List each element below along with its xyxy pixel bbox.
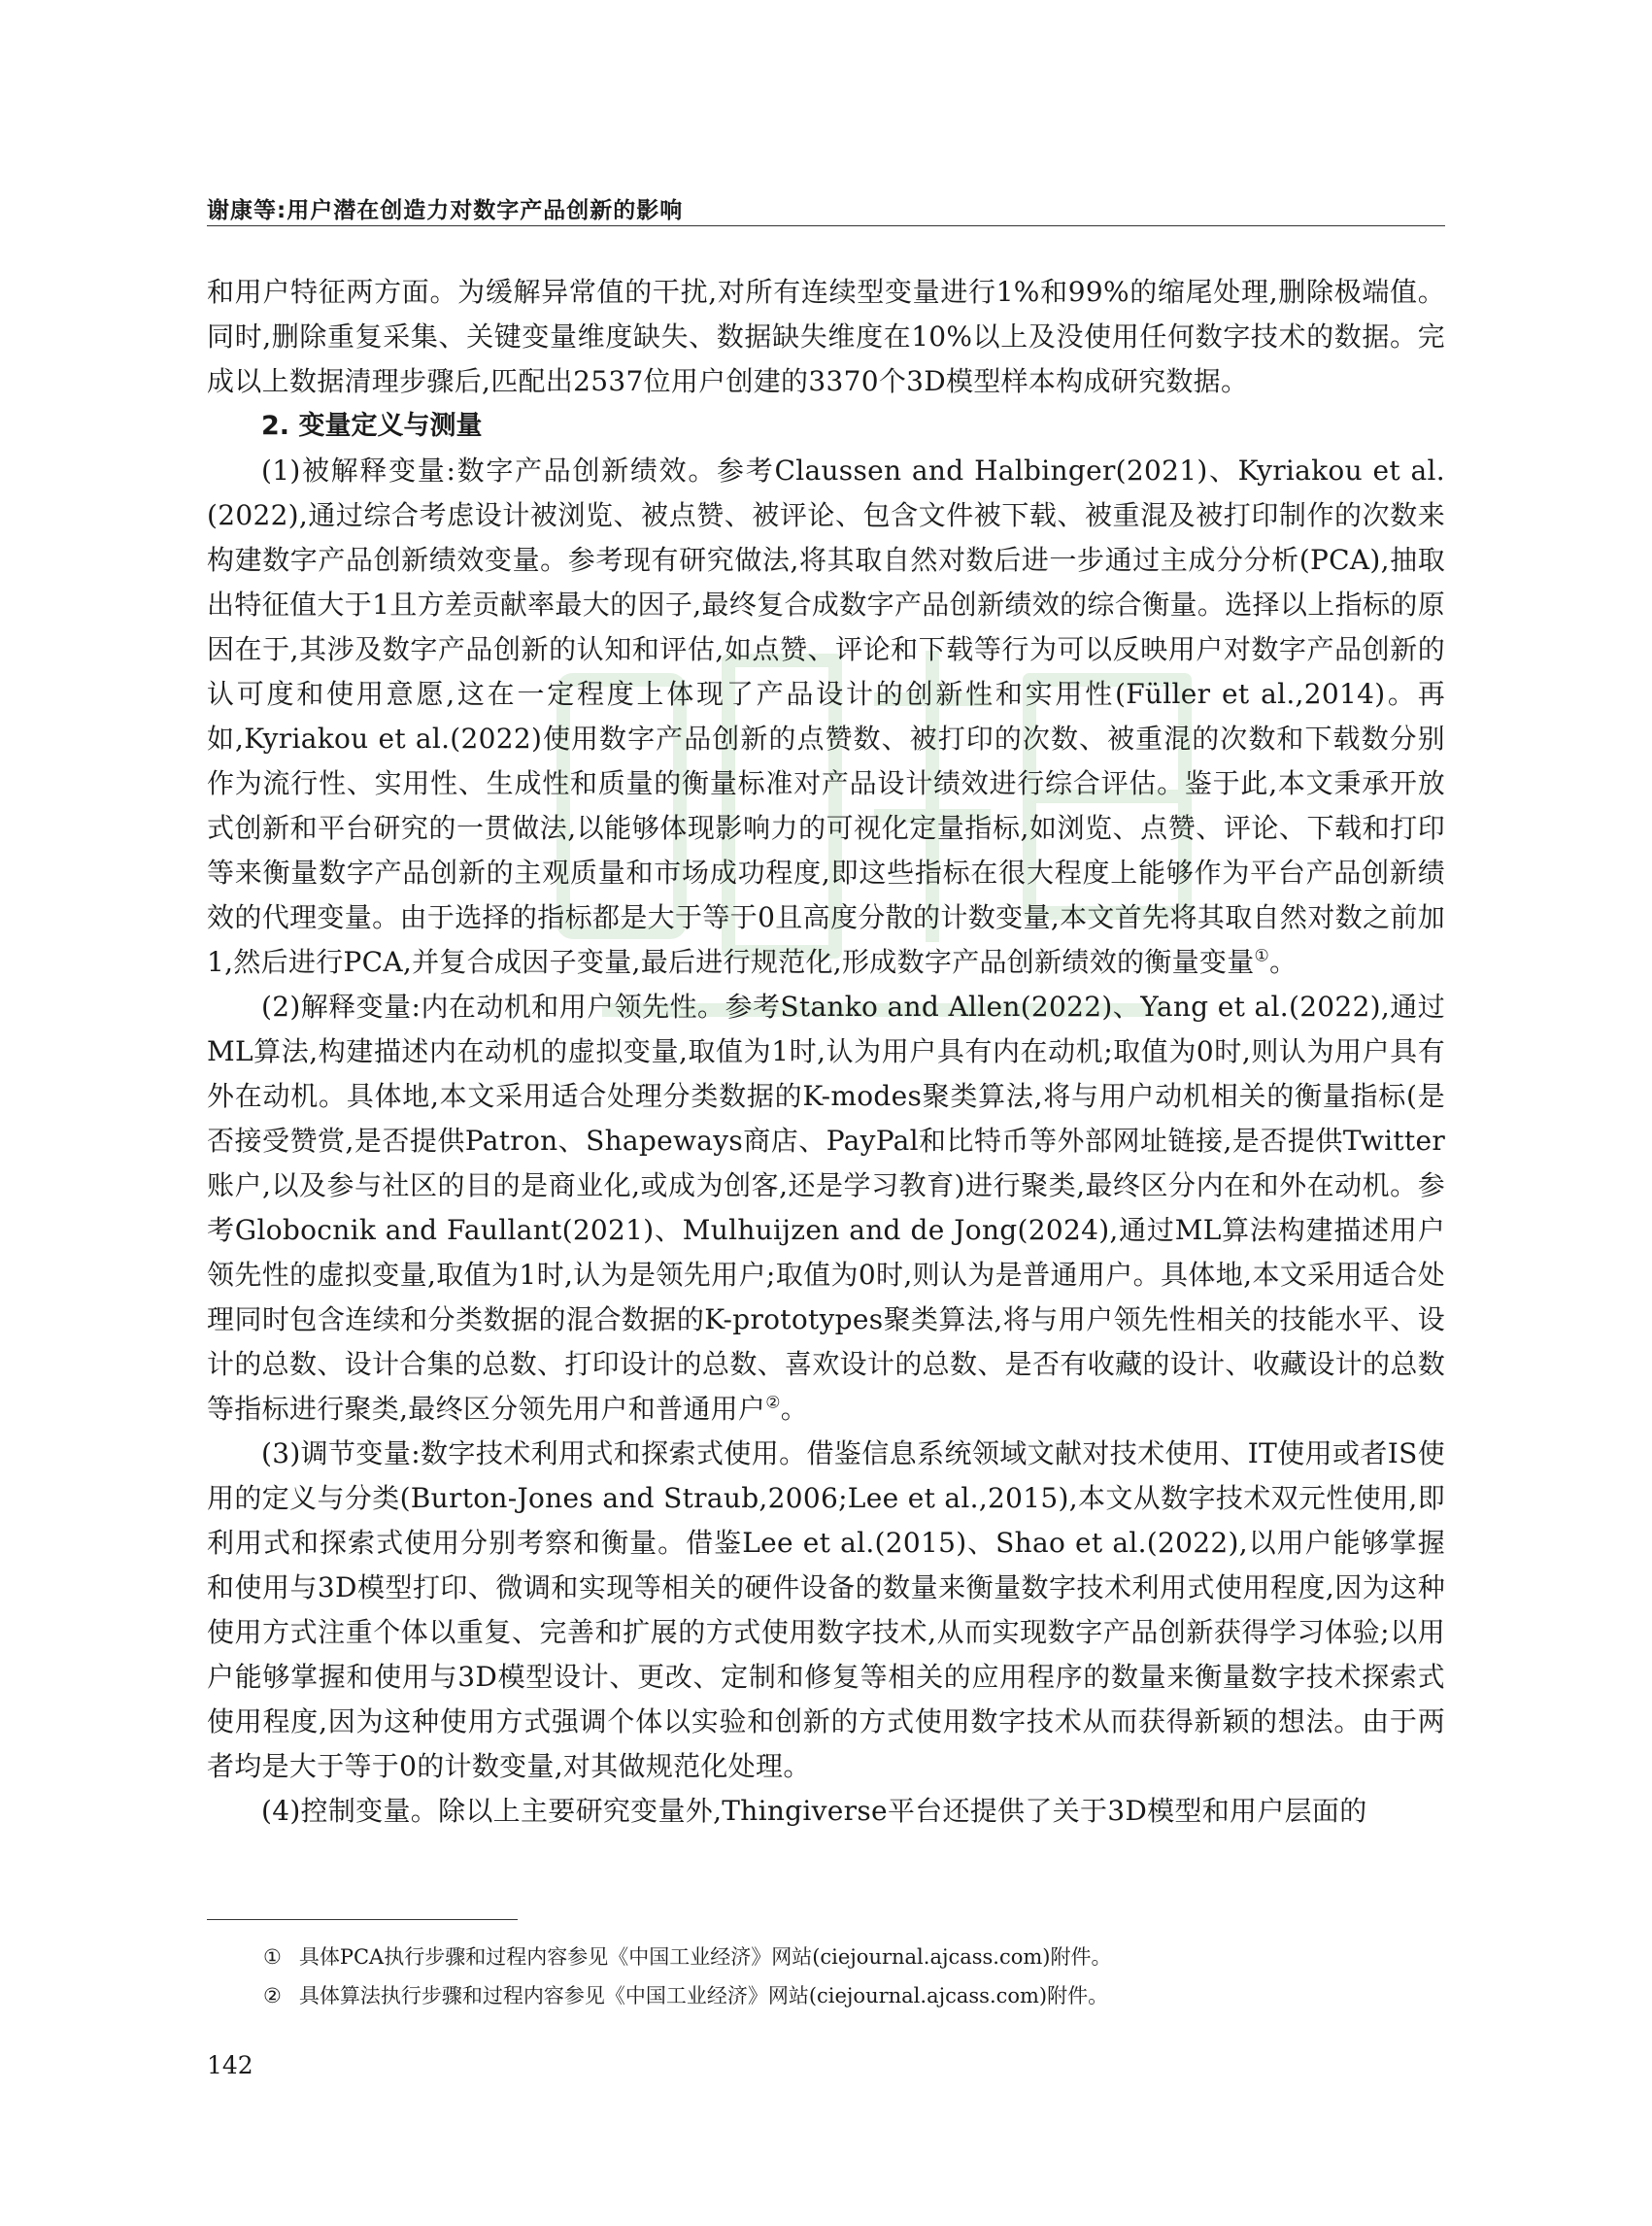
footnote-item bbox=[207, 1976, 1445, 2015]
footnote-ref[interactable]: ② bbox=[765, 1393, 781, 1413]
paragraph-end: 。 bbox=[780, 1393, 809, 1425]
paragraph-text: (2)解释变量:内在动机和用户领先性。参考Stanko and Allen(2022)、Yang et al.(2022),通过ML算法,构建描述内在动机的虚拟变量,取值为1时,认为用户具有内在动机;取值为0时,则认为用户具有外在动机。具体地,本文采用适合处理分类数据的K-modes聚类算法,将与用户动机相关的衡量指标(是否接受赞赏,是否提供Patron、Shapeways商店、PayPal和比特币等外部网址链接,是否提供Twitter账户,以及参与社区的目的是商业化,或成为创客,还是学习教育)进行聚类,最终区分内在和外在动机。参考Globocnik and Faullant(2021)、Mulhuijzen and de Jong(2024),通过ML算法构建描述用户领先性的虚拟变量,取值为1时,认为是领先用户;取值为0时,则认为是普通用户。具体地,本文采用适合处理同时包含连续和分类数据的混合数据的K-prototypes聚类算法,将与用户领先性相关的技能水平、设计的总数、设计合集的总数、打印设计的总数、喜欢设计的总数、是否有收藏的设计、收藏设计的总数等指标进行聚类,最终区分领先用户和普通用户 bbox=[207, 991, 1445, 1425]
paragraph-control-variables: (4)控制变量。除以上主要研究变量外,Thingiverse平台还提供了关于3D模型和用户层面的 bbox=[261, 1795, 1367, 1827]
paragraph-moderating-variables: (3)调节变量:数字技术利用式和探索式使用。借鉴信息系统领域文献对技术使用、IT使用或者IS使用的定义与分类(Burton-Jones and Straub,2006;Lee et al.,2015),本文从数字技术双元性使用,即利用式和探索式使用分别考察和衡量。借鉴Lee et al.(2015)、Shao et al.(2022),以用户能够掌握和使用与3D模型打印、微调和实现等相关的硬件设备的数量来衡量数字技术利用式使用程度,因为这种使用方式注重个体以重复、完善和扩展的方式使用数字技术,从而实现数字产品创新获得学习体验;以用户能够掌握和使用与3D模型设计、更改、定制和修复等相关的应用程序的数量来衡量数字技术探索式使用程度,因为这种使用方式强调个体以实验和创新的方式使用数字技术从而获得新颖的想法。由于两者均是大于等于0的计数变量,对其做规范化处理。 bbox=[207, 1437, 1445, 1782]
paragraph-text: (1)被解释变量:数字产品创新绩效。参考Claussen and Halbinger(2021)、Kyriakou et al.(2022),通过综合考虑设计被浏览、被点赞、被评论、包含文件被下载、被重混及被打印制作的次数来构建数字产品创新绩效变量。参考现有研究做法,将其取自然对数后进一步通过主成分分析(PCA),抽取出特征值大于1且方差贡献率最大的因子,最终复合成数字产品创新绩效的综合衡量。选择以上指标的原因在于,其涉及数字产品创新的认知和评估,如点赞、评论和下载等行为可以反映用户对数字产品创新的认可度和使用意愿,这在一定程度上体现了产品设计的创新性和实用性(Füller et al.,2014)。再如,Kyriakou et al.(2022)使用数字产品创新的点赞数、被打印的次数、被重混的次数和下载数分别作为流行性、实用性、生成性和质量的衡量标准对产品设计绩效进行综合评估。鉴于此,本文秉承开放式创新和平台研究的一贯做法,以能够体现影响力的可视化定量指标,如浏览、点赞、评论、下载和打印等来衡量数字产品创新的主观质量和市场成功程度,即这些指标在很大程度上能够作为平台产品创新绩效的代理变量。由于选择的指标都是大于等于0且高度分散的计数变量,本文首先将其取自然对数之前加1,然后进行PCA,并复合成因子变量,最后进行规范化,形成数字产品创新绩效的衡量变量 bbox=[207, 455, 1445, 978]
footnote-ref[interactable]: ① bbox=[1254, 946, 1270, 966]
footnote-marker: ② bbox=[263, 1984, 282, 2007]
section-heading: 2. 变量定义与测量 bbox=[261, 411, 483, 441]
page-number: 142 bbox=[207, 2051, 253, 2079]
paragraph-continued: 和用户特征两方面。为缓解异常值的干扰,对所有连续型变量进行1%和99%的缩尾处理,删除极端值。同时,删除重复采集、关键变量维度缺失、数据缺失维度在10%以上及没使用任何数字技术的数据。完成以上数据清理步骤后,匹配出2537位用户创建的3370个3D模型样本构成研究数据。 bbox=[207, 276, 1445, 397]
footnote-item bbox=[207, 1938, 1445, 1976]
paragraph-explanatory-variables bbox=[207, 985, 1445, 1432]
header-rule bbox=[207, 225, 1445, 226]
footnote-marker: ① bbox=[263, 1945, 282, 1969]
paragraph-dependent-variable bbox=[207, 449, 1445, 985]
footnote-text: 具体算法执行步骤和过程内容参见《中国工业经济》网站(ciejournal.ajcass.com)附件。 bbox=[298, 1984, 1109, 2007]
paragraph-end: 。 bbox=[1269, 946, 1298, 978]
body-text bbox=[207, 270, 1445, 1834]
running-header: 谢康等:用户潜在创造力对数字产品创新的影响 bbox=[207, 198, 684, 223]
footnotes bbox=[207, 1938, 1445, 2015]
footnote-rule bbox=[207, 1919, 518, 1920]
footnote-text: 具体PCA执行步骤和过程内容参见《中国工业经济》网站(ciejournal.ajcass.com)附件。 bbox=[298, 1945, 1112, 1969]
